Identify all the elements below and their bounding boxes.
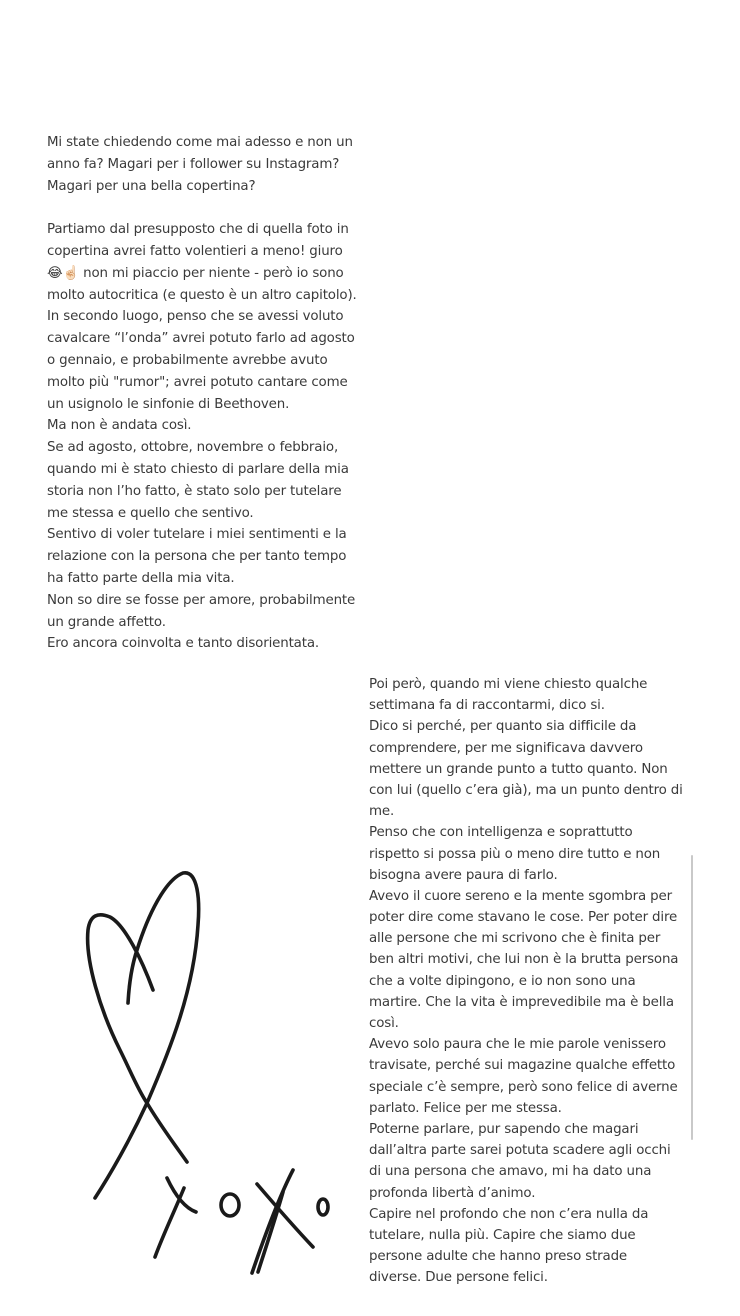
- text-line: profonda libertà d’animo.: [369, 1185, 536, 1201]
- text-line: copertina avrei fatto volentieri a meno! giuro: [47, 243, 343, 259]
- text-line: Sentivo di voler tutelare i miei sentimenti e la: [47, 527, 347, 543]
- text-line: anno fa? Magari per i follower su Instagram?: [47, 156, 340, 172]
- text-line: molto più "rumor"; avrei potuto cantare come: [47, 374, 348, 390]
- text-line: Avevo il cuore sereno e la mente sgombra per: [369, 888, 672, 904]
- text-line: che a volte dipingono, e io non sono una: [369, 973, 636, 989]
- text-line: alle persone che mi scrivono che è finita per: [369, 931, 661, 947]
- text-line: parlato. Felice per me stessa.: [369, 1100, 562, 1116]
- text-line: Dico si perché, per quanto sia difficile da: [369, 719, 637, 735]
- text-line: comprendere, per me significava davvero: [369, 740, 643, 756]
- text-line: speciale c’è sempre, però sono felice di averne: [369, 1079, 678, 1095]
- text-line: Ma non è andata così.: [47, 418, 192, 434]
- text-line: Ero ancora coinvolta e tanto disorientata.: [47, 636, 319, 652]
- text-line: molto autocritica (e questo è un altro capitolo).: [47, 287, 357, 303]
- text-line: Penso che con intelligenza e soprattutto: [369, 825, 633, 841]
- text-line: persone adulte che hanno preso strade: [369, 1249, 628, 1265]
- text-line: un usignolo le sinfonie di Beethoven.: [47, 396, 290, 412]
- text-line: bisogna avere paura di farlo.: [369, 867, 558, 883]
- xoxo-signature: [155, 1170, 328, 1273]
- text-line: Mi state chiedendo come mai adesso e non un: [47, 135, 353, 150]
- text-line: un grande affetto.: [47, 614, 166, 630]
- heart-icon: [88, 873, 199, 1198]
- text-line: ha fatto parte della mia vita.: [47, 570, 235, 586]
- text-line: Avevo solo paura che le mie parole venissero: [369, 1037, 666, 1053]
- text-line: Non so dire se fosse per amore, probabilmente: [47, 592, 356, 608]
- text-line: travisate, perché sui magazine qualche effetto: [369, 1058, 676, 1074]
- text-line: così.: [369, 1016, 399, 1031]
- text-line: In secondo luogo, penso che se avessi voluto: [47, 309, 344, 325]
- text-line: di una persona che amavo, mi ha dato una: [369, 1164, 652, 1180]
- text-line: rispetto si possa più o meno dire tutto e non: [369, 846, 661, 862]
- text-line: storia non l’ho fatto, è stato solo per tutelare: [47, 483, 342, 499]
- text-line: quando mi è stato chiesto di parlare della mia: [47, 461, 349, 477]
- text-line: martire. Che la vita è imprevedibile ma è bella: [369, 994, 674, 1010]
- text-line: Capire nel profondo che non c’era nulla da: [369, 1206, 649, 1222]
- text-line: settimana fa di raccontarmi, dico si.: [369, 698, 605, 714]
- text-line: Se ad agosto, ottobre, novembre o febbraio,: [47, 440, 339, 456]
- text-line: Poi però, quando mi viene chiesto qualche: [369, 677, 648, 692]
- text-line: mettere un grande punto a tutto quanto. Non: [369, 761, 668, 777]
- text-line: relazione con la persona che per tanto tempo: [47, 549, 347, 565]
- text-line: me.: [369, 804, 395, 820]
- text-line: Magari per una bella copertina?: [47, 178, 256, 194]
- text-line: o gennaio, e probabilmente avrebbe avuto: [47, 352, 328, 368]
- text-line: Partiamo dal presupposto che di quella foto in: [47, 222, 349, 238]
- text-line: con lui (quello c’era già), ma un punto dentro di: [369, 782, 683, 798]
- text-line: cavalcare “l’onda” avrei potuto farlo ad agosto: [47, 331, 355, 347]
- text-line: dall’altra parte sarei potuta scadere agli occhi: [369, 1143, 671, 1159]
- text-line: 😂☝🏻 non mi piaccio per niente - però io sono: [47, 265, 344, 281]
- text-line: diverse. Due persone felici.: [369, 1270, 548, 1286]
- text-line: Poterne parlare, pur sapendo che magari: [369, 1121, 639, 1137]
- text-line: ben altri motivi, che lui non è la brutta persona: [369, 952, 679, 968]
- text-line: me stessa e quello che sentivo.: [47, 505, 254, 521]
- text-line: tutelare, nulla più. Capire che siamo due: [369, 1227, 636, 1243]
- text-line: poter dire come stavano le cose. Per poter dire: [369, 910, 678, 926]
